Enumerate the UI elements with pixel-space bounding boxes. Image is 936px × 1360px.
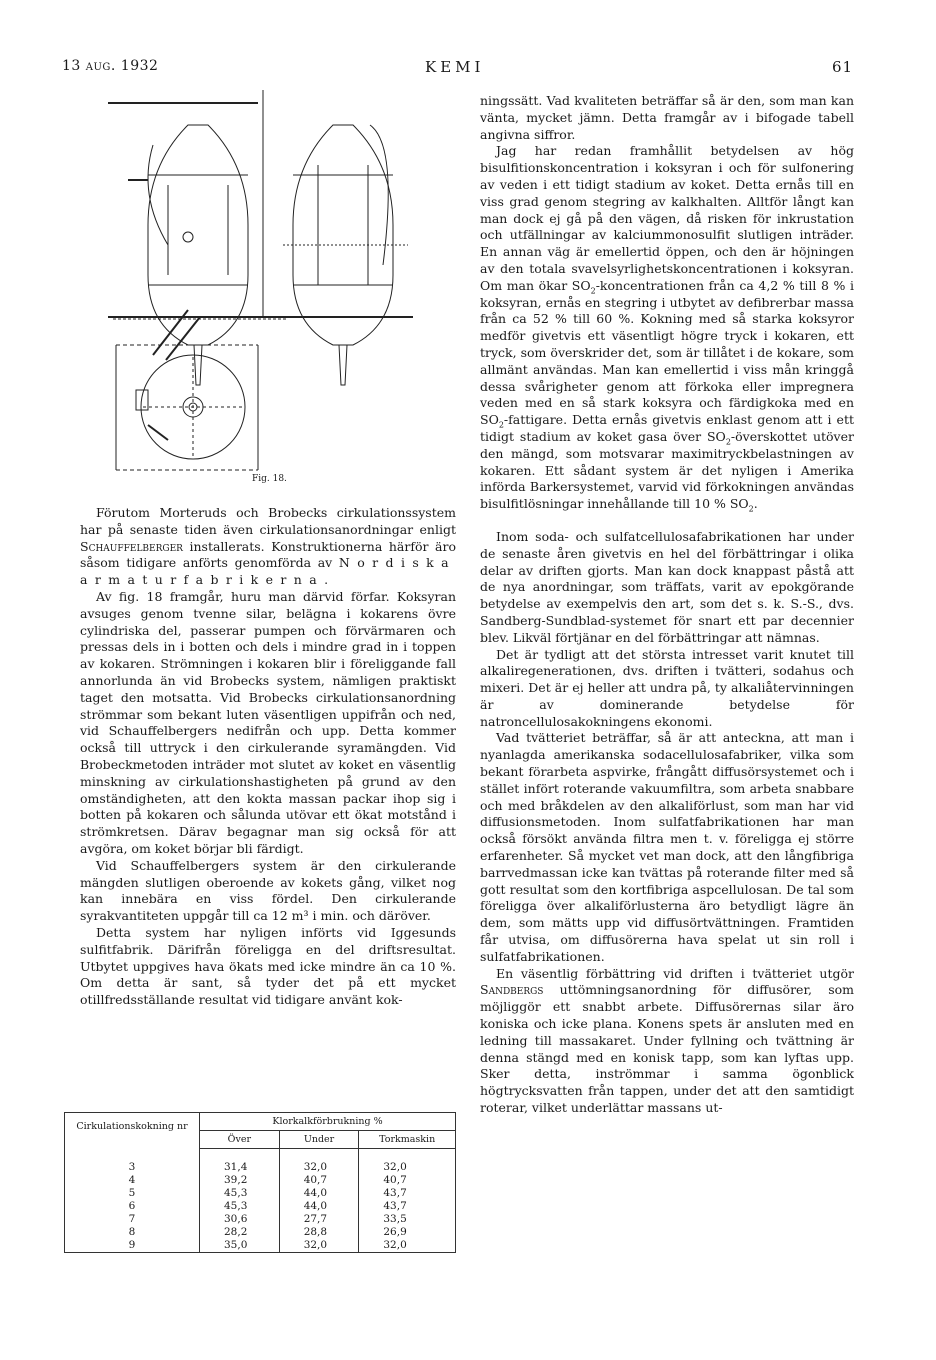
table-cell: 5 bbox=[65, 1187, 200, 1200]
digester-plan-view bbox=[116, 345, 258, 470]
table-cell: 28,8 bbox=[279, 1226, 359, 1239]
running-header-date: 13 aug. 1932 bbox=[62, 58, 159, 74]
right-paragraph-4: Det är tydligt att det största intresset varit knutet till alkaliregenerationen, dvs. driften i tvätteri, sodahus och mixeri. Det är ej heller att undra på, ty alkaliåtervinningen är av dominerande betydelse för natroncellulosakokningens ekonomi. bbox=[480, 646, 854, 729]
table-cell: 3 bbox=[65, 1161, 200, 1174]
table-cell: 44,0 bbox=[279, 1200, 359, 1213]
column-group-header: Klorkalkförbrukning % bbox=[200, 1113, 456, 1131]
table-cell: 32,0 bbox=[359, 1239, 456, 1253]
table-cell: 31,4 bbox=[200, 1161, 280, 1174]
text-run: . bbox=[324, 572, 329, 588]
table-cell: 27,7 bbox=[279, 1213, 359, 1226]
column-header-under: Under bbox=[279, 1131, 359, 1149]
text-run: -fattigare. Detta ernås givetvis enklast genom att i ett tidigt stadium av koket gasa över SO bbox=[480, 412, 854, 444]
subscript: 2 bbox=[590, 286, 596, 296]
text-run: installerats. Konstruktionerna härför äro såsom tidigare anförts genomförda av bbox=[80, 538, 456, 571]
right-column bbox=[480, 93, 854, 1117]
table-cell: 30,6 bbox=[200, 1213, 280, 1226]
spacer bbox=[279, 1149, 359, 1161]
right-paragraph-6 bbox=[480, 966, 854, 1117]
right-paragraph-3: Inom soda- och sulfatcellulosafabrikationen har under de senaste åren givetvis en hel del förbättringar i olika delar av driften gjorts. Man kan dock knappast påstå att de nya anordningar, som träffats, varit av epokgörande betydelse av exempelvis den art, som det s. k. S.-S., dvs. Sandberg-Sundblad-systemet för snart ett par decennier blev. Likväl förtjänar en del förbättringar att nämnas. bbox=[480, 528, 854, 645]
table-row bbox=[65, 1187, 456, 1200]
bleach-consumption-table bbox=[64, 1112, 456, 1253]
table-row bbox=[65, 1200, 456, 1213]
left-column bbox=[80, 505, 456, 1009]
spacer bbox=[65, 1149, 200, 1161]
text-run: -koncentrationen från ca 4,2 % till 8 % i koksyran, ernås en stegring i utbytet av defibrerbar massa från ca 52 % till 60 %. Kokning med så starka koksyror medför givetvis ett väsentligt högre tryck i kokaren, ett tryck, som överskrider det, som är tillåtet i de kokare, som allmänt användas. Man kan emellertid i viss mån kringgå dessa svårigheter genom att förkoka eller impregnera veden med en så stark koksyra och färdigkoka med en SO bbox=[480, 277, 855, 428]
table-cell: 6 bbox=[65, 1200, 200, 1213]
table-row bbox=[65, 1161, 456, 1174]
text-run: En väsentlig förbättring vid driften i tvätteriet utgör bbox=[496, 965, 854, 981]
subscript: 2 bbox=[748, 504, 754, 514]
paragraph-gap bbox=[480, 513, 854, 529]
column-header-kokning: Cirkulationskokning nr bbox=[65, 1113, 200, 1149]
digester-figure bbox=[108, 85, 413, 485]
table-cell: 9 bbox=[65, 1239, 200, 1253]
table-cell: 39,2 bbox=[200, 1174, 280, 1187]
table-row bbox=[65, 1226, 456, 1239]
text-run: . bbox=[753, 496, 758, 512]
page-number: 61 bbox=[832, 58, 854, 76]
digester-right-drawing bbox=[283, 125, 413, 385]
table-cell: 32,0 bbox=[279, 1239, 359, 1253]
table-row bbox=[65, 1213, 456, 1226]
right-paragraph-1: ningssätt. Vad kvaliteten beträffar så är den, som man kan vänta, mycket jämn. Detta framgår av i bifogade tabell angivna siffror. bbox=[480, 93, 854, 142]
table-cell: 35,0 bbox=[200, 1239, 280, 1253]
text-run: Förutom Morteruds och Brobecks cirkulationssystem har på senaste tiden även cirkulationsanordningar enligt bbox=[80, 505, 456, 537]
table-cell: 32,0 bbox=[359, 1161, 456, 1174]
company-name-schauffelberger: Schauffelberger bbox=[80, 538, 183, 554]
text-run: uttömningsanordning för diffusörer, som möjliggör ett snabbt arbete. Diffusörernas silar äro koniska och icke plana. Konens spets är ansluten med en ledning till massakaret. Under fyllning och tvättning är denna stängd med en konisk tapp, som kan lyftas upp. Sker detta, inströmmar i samma ögonblick högtrycksvatten från tappen, under det att den samtidigt roterar, vilket underlättar massans ut- bbox=[480, 982, 854, 1116]
left-paragraph-2: Av fig. 18 framgår, huru man därvid förfar. Koksyran avsuges genom tvenne silar, belägna i kokarens övre cylindriska del, passerar pumpen och förvärmaren och pressas dels in i botten och dels i mindre grad in i toppen av kokaren. Strömningen i kokaren blir i föreliggande fall annorlunda än vid Brobecks system, nämligen praktiskt taget den motsatta. Vid Brobecks cirkulationsanordning strömmar som bekant luten väsentligen uppifrån och ned, vid Schauffelbergers nedifrån och upp. Detta kommer också till uttryck i den cirkulerande syramängden. Vid Brobeckmetoden inträder mot slutet av koket en väsentlig minskning av cirkulationshastigheten på grund av den omständigheten, att den kokta massan packar ihop sig i botten på kokaren och sålunda utövar ett ökat motstånd i strömkretsen. Därav begagnar man sig också för att avgöra, om koket börjar bli färdigt. bbox=[80, 588, 456, 856]
left-paragraph-4: Detta system har nyligen införts vid Iggesunds sulfitfabrik. Därifrån föreligga en del driftsresultat. Utbytet uppgives hava ökats med icke mindre än ca 10 %. Om detta är sant, så tyder det på ett mycket otillfredsställande resultat vid tidigare använt kok- bbox=[80, 924, 456, 1008]
digester-left-drawing bbox=[108, 90, 288, 385]
table-cell: 33,5 bbox=[359, 1213, 456, 1226]
column-header-over: Över bbox=[200, 1131, 280, 1149]
table-cell: 45,3 bbox=[200, 1187, 280, 1200]
right-paragraph-2 bbox=[480, 143, 854, 513]
table-cell: 45,3 bbox=[200, 1200, 280, 1213]
right-paragraph-5: Vad tvätteriet beträffar, så är att anteckna, att man i nyanlagda amerikanska sodacellulosafabriker, vilka som bekant förarbeta aspvirke, frångått diffusörsystemet och i stället infört roterande vakuumfiltra, som arbeta snabbare och med bråkdelen av den alkaliförlust, som man har vid diffusionsmetoden. Inom sulfatfabrikationen har man också försökt använda filtra men t. v. föreligga ej större erfarenheter. Så mycket vet man dock, att den långfibriga barrvedmassan icke kan tvättas på roterande filter med så gott resultat som den kortfibriga aspcellulosan. De tal som föreligga över alkaliförlusterna äro betydligt lägre än dem, som mätts upp vid diffusörtvättningen. Framtiden får utvisa, om diffusörerna hava spelat ut sin roll i sulfatfabrikationen. bbox=[480, 730, 854, 964]
table-cell: 8 bbox=[65, 1226, 200, 1239]
left-paragraph-3: Vid Schauffelbergers system är den cirkulerande mängden slutligen oberoende av kokets gång, vilket nog kan innebära en viss fördel. Den cirkulerande syrakvantiteten uppgår till ca 12 m³ i min. och däröver. bbox=[80, 857, 456, 924]
table-cell: 26,9 bbox=[359, 1226, 456, 1239]
table-cell: 40,7 bbox=[279, 1174, 359, 1187]
text-run: Jag har redan framhållit betydelsen av hög bisulfitionskoncentration i koksyran i och för sulfonering av veden i ett tidigt stadium av koket. Detta ernås till en viss grad genom stegring av kalkhalten. Alltför långt kan man dock ej gå på den vägen, då risken för inkrustation och utfällningar av kalciummonosulfit slutligen inträder. En annan väg är emellertid öppen, och den är höjningen av den totala svavelsyrlighetskoncentrationen i koksyran. Om man ökar SO bbox=[480, 143, 854, 293]
subscript: 2 bbox=[498, 420, 504, 430]
table-cell: 32,0 bbox=[279, 1161, 359, 1174]
subscript: 2 bbox=[725, 437, 731, 447]
table-row bbox=[65, 1174, 456, 1187]
spacer bbox=[200, 1149, 280, 1161]
table-cell: 44,0 bbox=[279, 1187, 359, 1200]
text-run: -överskottet utöver den mängd, som motsvarar maximitryckbelastningen av kokaren. Ett sådant system är det nyligen i Amerika införda Barkersystemet, varvid vid förkokningen användas bisulfitlösningar innehållande till 10 % SO bbox=[480, 428, 854, 512]
spacer bbox=[359, 1149, 456, 1161]
running-header-journal: KEMI bbox=[425, 58, 485, 76]
company-name-sandbergs: Sandbergs bbox=[480, 982, 544, 998]
left-paragraph-1 bbox=[80, 505, 456, 589]
table-cell: 4 bbox=[65, 1174, 200, 1187]
company-name-nordiska: Nordiska armaturfabrikerna bbox=[80, 555, 456, 588]
table-row bbox=[65, 1239, 456, 1253]
figure-caption: Fig. 18. bbox=[252, 474, 287, 484]
column-header-torkmaskin: Torkmaskin bbox=[359, 1131, 456, 1149]
table-cell: 7 bbox=[65, 1213, 200, 1226]
table-cell: 43,7 bbox=[359, 1200, 456, 1213]
table-cell: 28,2 bbox=[200, 1226, 280, 1239]
table-cell: 40,7 bbox=[359, 1174, 456, 1187]
table-cell: 43,7 bbox=[359, 1187, 456, 1200]
